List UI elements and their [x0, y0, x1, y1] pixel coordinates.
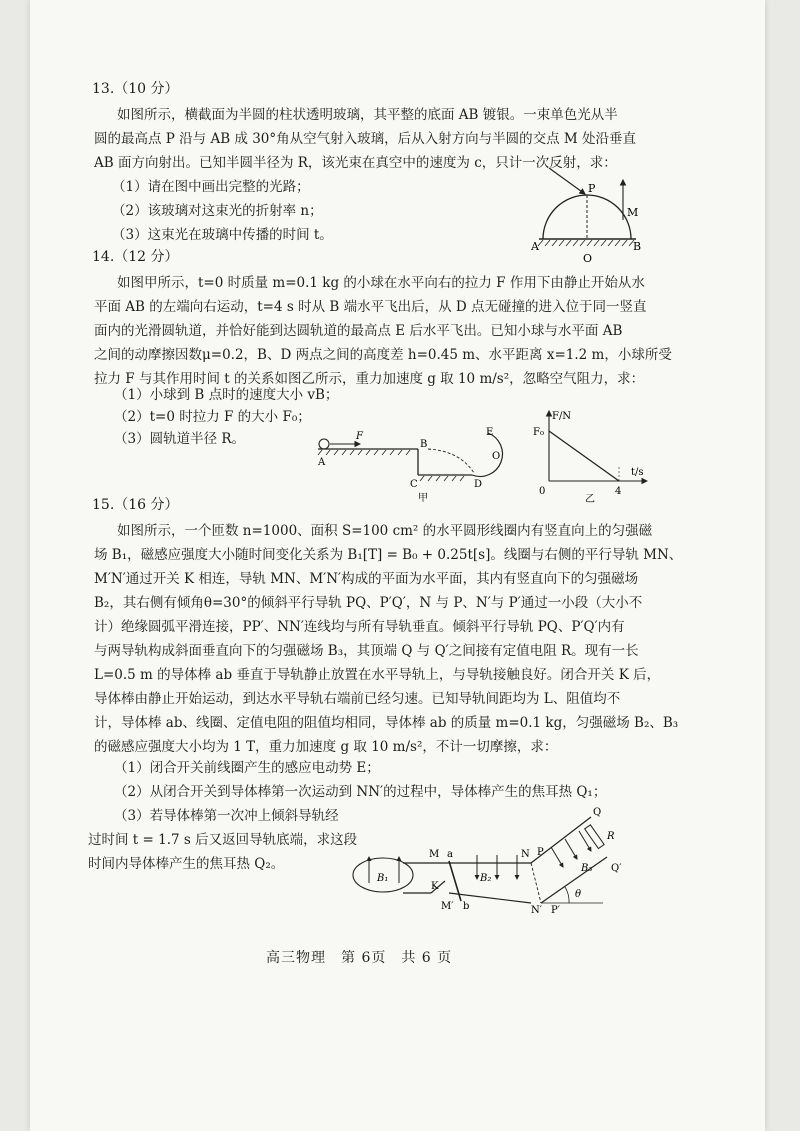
q15-header: 15.（16 分）: [92, 497, 179, 513]
q15-item: （2）从闭合开关到导体棒第一次运动到 NN′的过程中，导体棒产生的焦耳热 Q₁；: [114, 784, 607, 800]
q13-item: （2）该玻璃对这束光的折射率 n；: [112, 203, 323, 219]
Mp-label: M′: [441, 901, 454, 912]
Q-label: Q: [593, 807, 602, 818]
q14-header: 14.（12 分）: [92, 249, 179, 265]
q13-item: （1）请在图中画出完整的光路；: [112, 179, 310, 195]
q15-line: 场 B₁，磁感应强度大小随时间变化关系为 B₁[T] = B₀ + 0.25t[s]。线圈与右侧的平行导轨 MN、: [94, 547, 683, 563]
xlabel: t/s: [631, 467, 644, 478]
q15-line: M′N′通过开关 K 相连，导轨 MN、M′N′构成的平面为水平面，其内有竖直向下的匀强磁场: [94, 571, 639, 587]
origin-label: 0: [539, 486, 546, 497]
b-label: b: [463, 901, 470, 912]
B1-label: B₁: [377, 873, 389, 884]
M-label: M: [429, 849, 440, 860]
q14-item: （3）圆轨道半径 R。: [114, 431, 246, 447]
q14-item: （2）t=0 时拉力 F 的大小 F₀；: [114, 409, 311, 425]
q15-figure: [345, 805, 645, 915]
B2-label: B₂: [480, 873, 492, 884]
q15-item: （3）若导体棒第一次冲上倾斜导轨经: [114, 808, 339, 824]
B3-label: B₃: [581, 863, 593, 874]
q15-tail: 时间内导体棒产生的焦耳热 Q₂。: [88, 856, 285, 872]
point-M-label: M: [627, 206, 639, 219]
q15-line: L=0.5 m 的导体棒 ab 垂直于导轨静止放置在水平导轨上，与导轨接触良好。闭合开关 K 后，: [94, 667, 661, 683]
q14-line: 平面 AB 的左端向右运动，t=4 s 时从 B 端水平飞出后，从 D 点无碰撞的进入位于同一竖直: [94, 299, 647, 315]
point-A-label: A: [531, 240, 539, 253]
q15-line: 计）绝缘圆弧平滑连接，PP′、NN′连线均与所有导轨垂直。倾斜平行导轨 PQ、P′Q′内有: [94, 619, 625, 635]
q15-line: 计，导体棒 ab、线圈、定值电阻的阻值均相同，导体棒 ab 的质量 m=0.1 kg，匀强磁场 B₂、B₃: [94, 715, 679, 731]
a-label: a: [447, 849, 453, 860]
K-label: K: [431, 881, 439, 892]
Np-label: N′: [531, 905, 543, 915]
Pp-label: P′: [551, 905, 560, 915]
q14-line: 面内的光滑圆轨道，并恰好能到达圆轨道的最高点 E 后水平飞出。已知小球与水平面 AB: [94, 323, 623, 339]
ylabel: F/N: [552, 411, 572, 422]
theta-label: θ: [575, 889, 582, 900]
q13-header: 13.（10 分）: [92, 81, 179, 97]
force-F-label: F: [356, 431, 363, 442]
q15-item: （1）闭合开关前线圈产生的感应电动势 E；: [114, 760, 380, 776]
q14-figure-yi: [525, 405, 655, 505]
q15-line: 与两导轨构成斜面垂直向下的匀强磁场 B₃，其顶端 Q 与 Q′之间接有定值电阻 R。现有一长: [94, 643, 639, 659]
q15-line: B₂，其右侧有倾角θ=30°的倾斜平行导轨 PQ、P′Q′，N 与 P、N′与 P′通过一小段（大小不: [94, 595, 643, 611]
q15-line: 导体棒由静止开始运动，到达水平导轨右端前已经匀速。已知导轨间距均为 L、阻值均不: [94, 691, 621, 707]
N-label: N: [521, 849, 530, 860]
point-E-label: E: [486, 427, 494, 438]
q15-line: 如图所示，一个匝数 n=1000、面积 S=100 cm² 的水平圆形线圈内有竖直向上的匀强磁: [117, 523, 653, 539]
point-O-label: O: [583, 252, 593, 265]
F0-label: F₀: [533, 427, 544, 438]
q13-line: 如图所示，横截面为半圆的柱状透明玻璃，其平整的底面 AB 镀银。一束单色光从半: [117, 107, 618, 123]
Qp-label: Q′: [611, 863, 622, 874]
q13-figure: [525, 160, 645, 270]
q13-line: 圆的最高点 P 沿与 AB 成 30°角从空气射入玻璃，后从入射方向与半圆的交点 M 处沿垂直: [94, 131, 637, 147]
fig-yi-caption: 乙: [585, 494, 595, 505]
point-B-label: B: [633, 240, 642, 253]
q14-line: 拉力 F 与其作用时间 t 的关系如图乙所示，重力加速度 g 取 10 m/s²，忽略空气阻力，求：: [94, 371, 645, 387]
q14-item: （1）小球到 B 点时的速度大小 vB；: [114, 387, 339, 403]
q15-line: 的磁感应强度大小均为 1 T，重力加速度 g 取 10 m/s²，不计一切摩擦，求：: [94, 739, 558, 755]
point-A-label: A: [318, 457, 326, 468]
q13-item: （3）这束光在玻璃中传播的时间 t。: [112, 227, 333, 243]
q14-figure-jia: [310, 415, 525, 505]
q14-line: 之间的动摩擦因数μ=0.2，B、D 两点之间的高度差 h=0.45 m、水平距离 x=1.2 m，小球所受: [94, 347, 672, 363]
fig-jia-caption: 甲: [418, 493, 428, 504]
point-B-label: B: [420, 439, 428, 450]
point-O-label: O: [492, 451, 501, 462]
q15-tail: 过时间 t = 1.7 s 后又返回导轨底端，求这段: [88, 832, 358, 848]
page-footer: 高三物理 第 6页 共 6 页: [266, 950, 453, 966]
q14-line: 如图甲所示，t=0 时质量 m=0.1 kg 的小球在水平向右的拉力 F 作用下由静止开始从水: [117, 275, 645, 291]
P-label: P: [537, 847, 544, 858]
point-C-label: C: [410, 479, 418, 490]
R-label: R: [607, 831, 615, 842]
q13-line: AB 面方向射出。已知半圆半径为 R，该光束在真空中的速度为 c，只计一次反射，求：: [94, 155, 617, 171]
point-D-label: D: [474, 479, 483, 490]
point-P-label: P: [588, 182, 596, 195]
tick-4-label: 4: [615, 486, 622, 497]
